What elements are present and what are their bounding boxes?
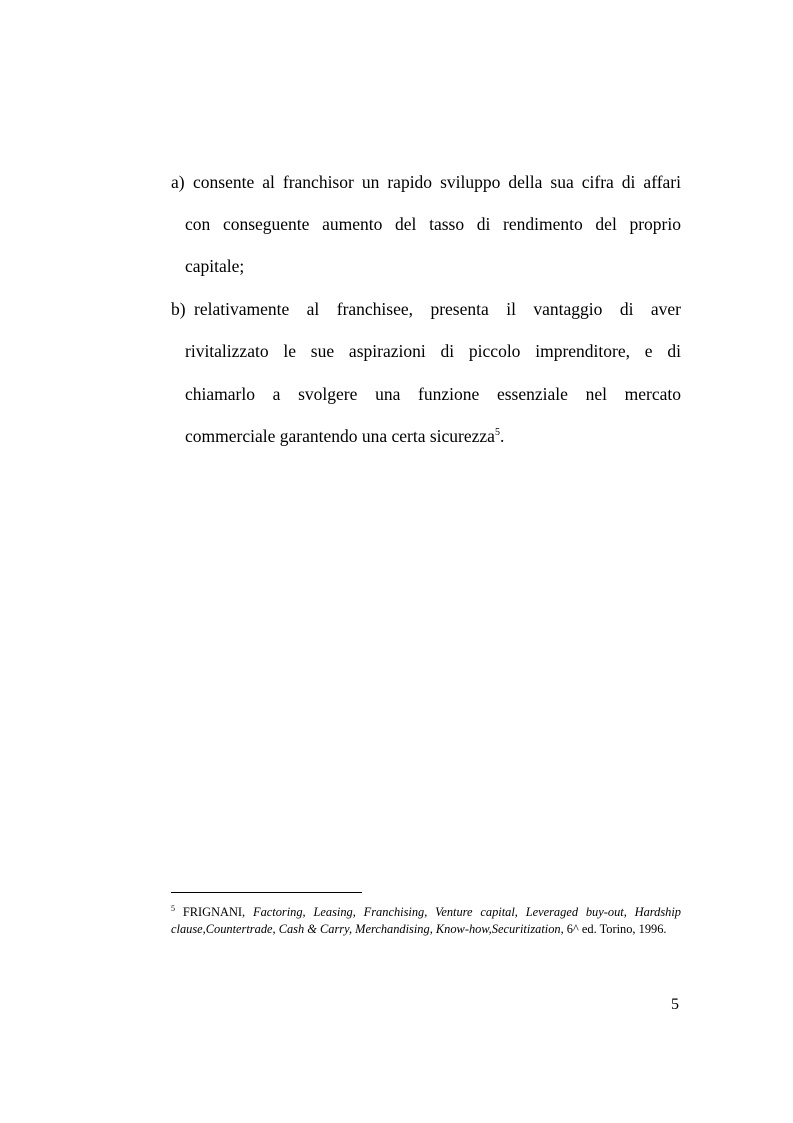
footnote-number: 5 [171, 903, 175, 913]
item-a-line-2: con conseguente aumento del tasso di rendimento del proprio [185, 214, 681, 234]
footnote-separator [171, 892, 362, 893]
item-b-line-4-text: commerciale garantendo una certa sicurezza [185, 426, 495, 446]
list-marker-a: a) [171, 172, 185, 192]
footnote-author: FRIGNANI, [182, 905, 246, 919]
page-number: 5 [671, 996, 679, 1013]
footnote-reference[interactable]: 5 [494, 427, 500, 439]
list-marker-b: b) [171, 299, 186, 319]
item-b-line-1: relativamente al franchisee, presenta il vantaggio di aver [194, 299, 681, 319]
item-b-line-2: rivitalizzato le sue aspirazioni di piccolo imprenditore, e di [185, 341, 681, 361]
item-a-line-1: consente al franchisor un rapido sviluppo della sua cifra di affari [193, 172, 681, 192]
item-a-line-3: capitale; [185, 256, 245, 276]
footnote-edition: , 6^ ed. Torino, 1996. [560, 922, 667, 936]
item-b-line-3: chiamarlo a svolgere una funzione essenziale nel mercato [185, 384, 681, 404]
item-b-line-4 [185, 426, 504, 446]
footnote [171, 904, 681, 938]
item-b-end-punct: . [499, 426, 505, 446]
footnote-title: Factoring, Leasing, Franchising, Venture capital, Leveraged buy-out, Hardship clause,Countertrade, Cash & Carry, Merchandising, Know-how,Securitization [171, 905, 681, 936]
